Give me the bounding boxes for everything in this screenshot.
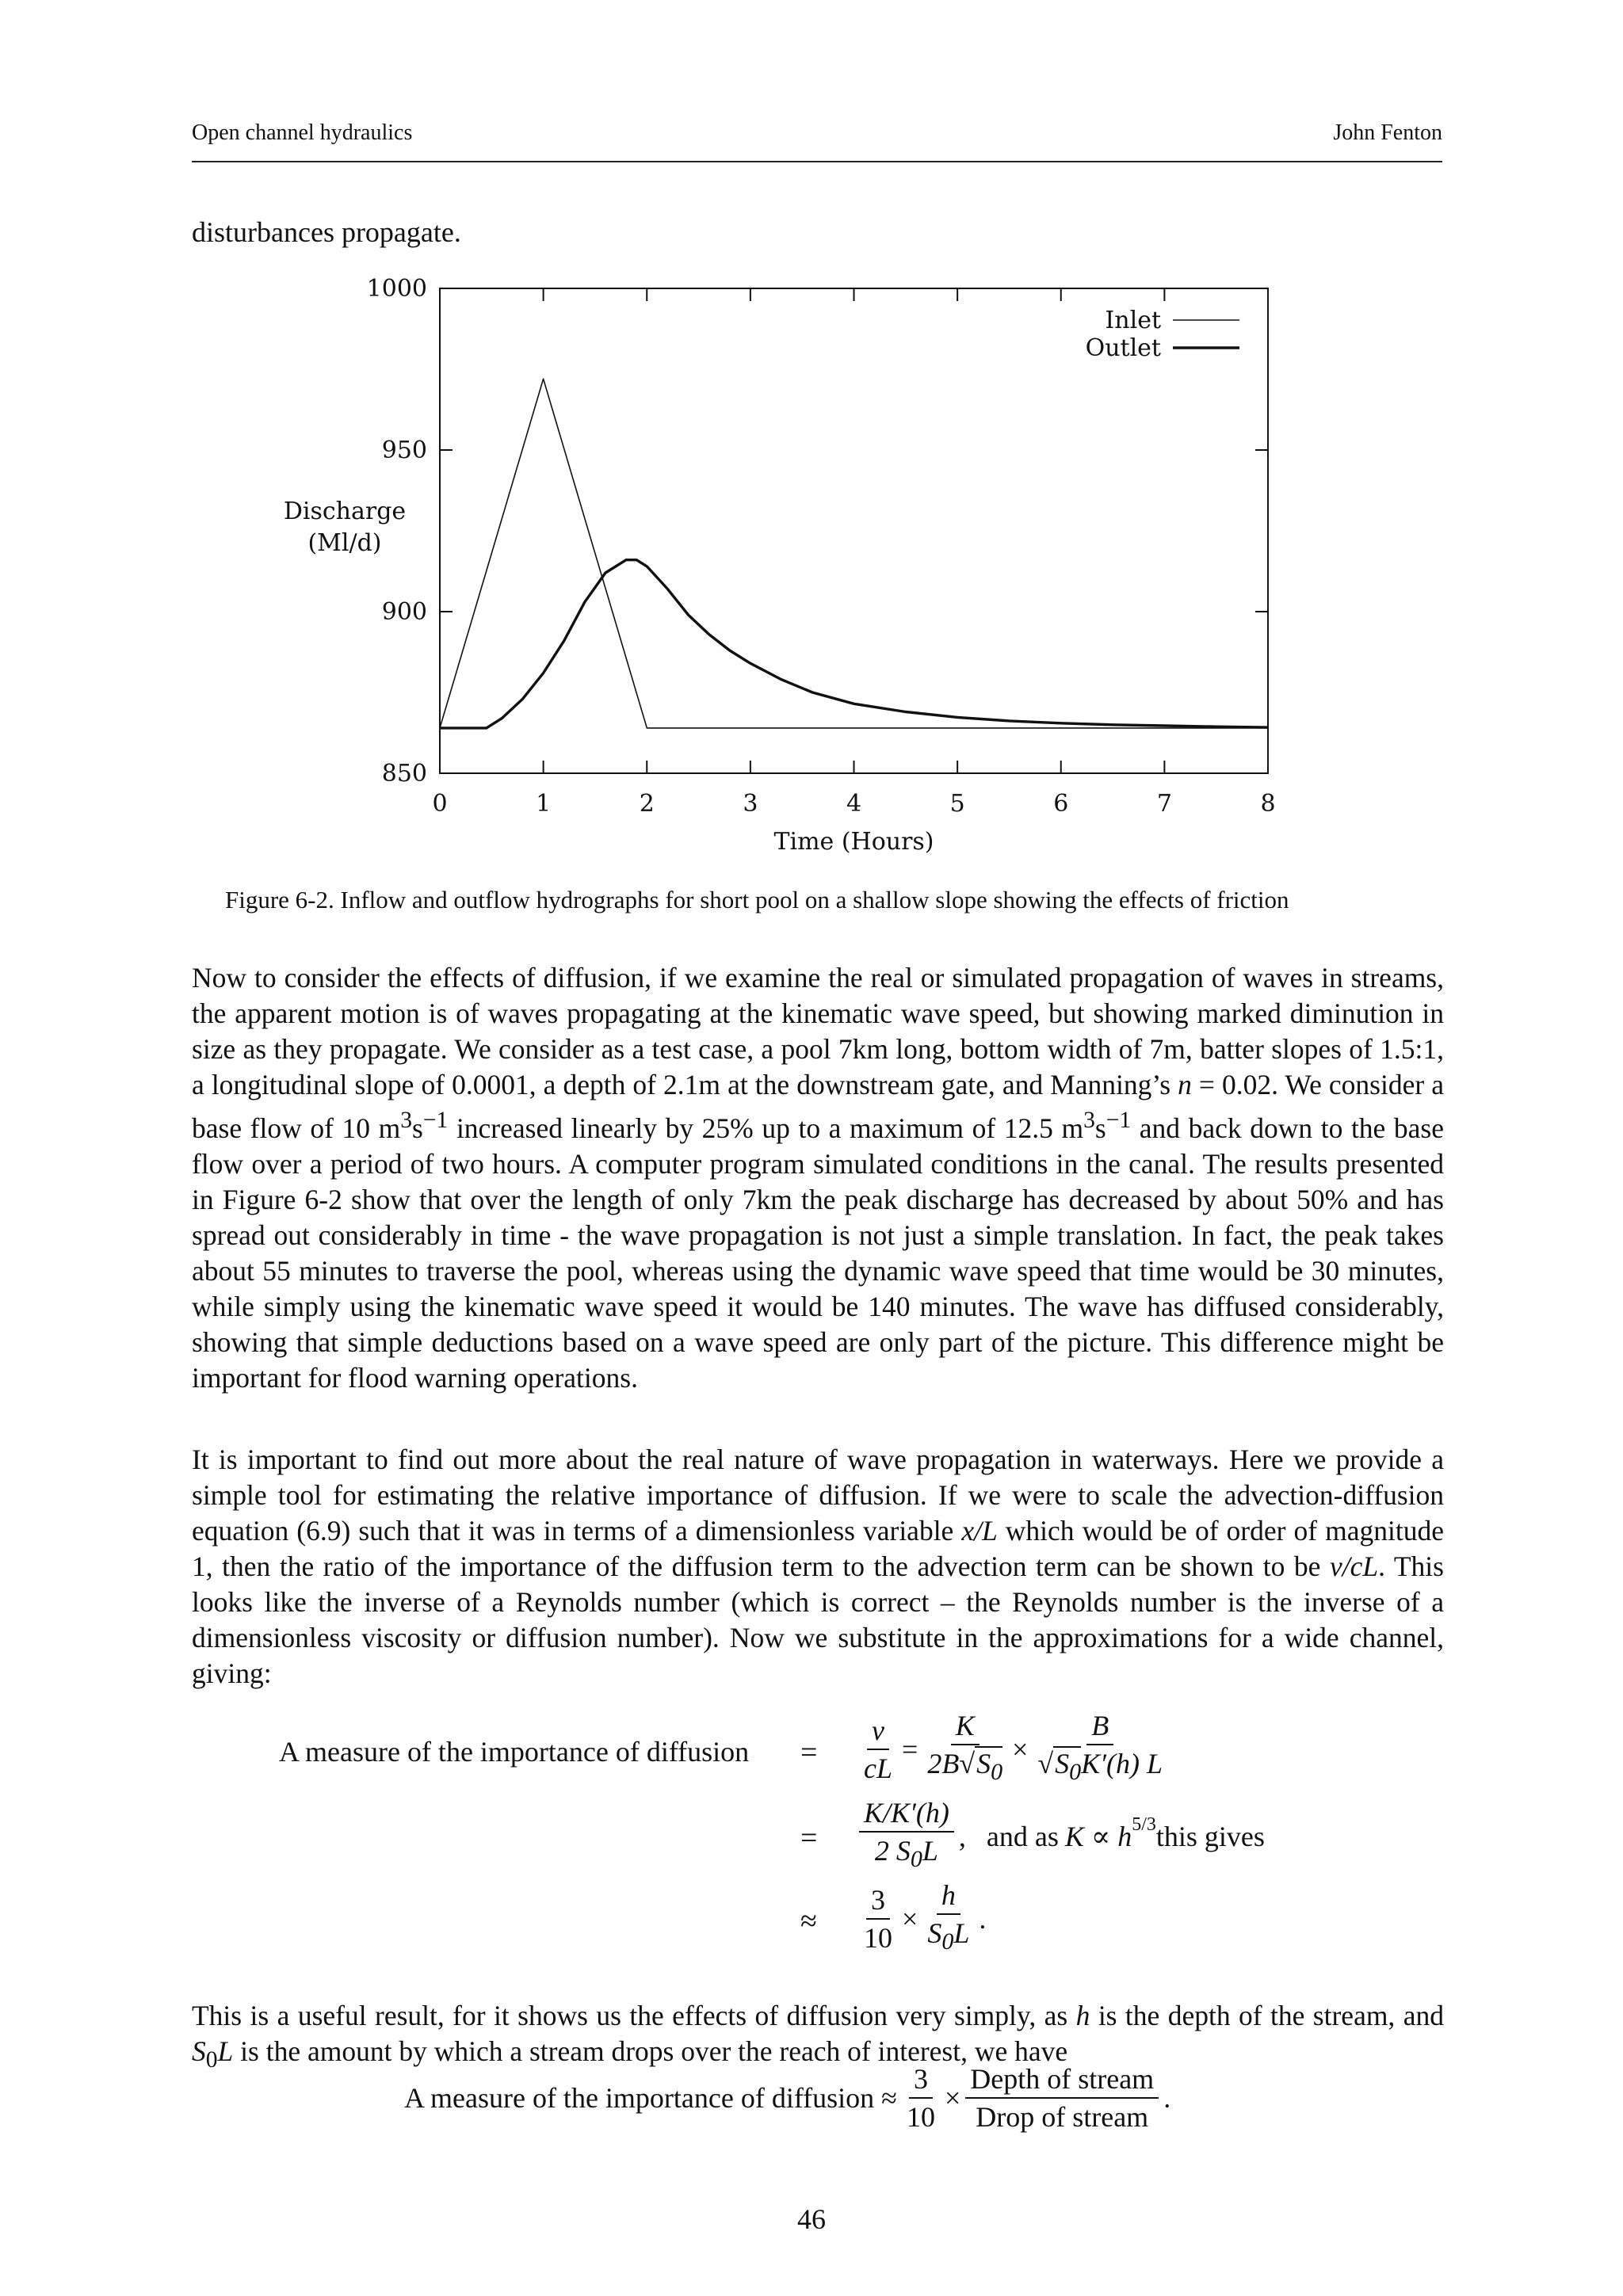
equation-line-3: $\frac{3}{10}$ × $\frac{h}{S_0L}$ . — [854, 1879, 986, 1958]
running-header-author: John Fenton — [1333, 120, 1442, 145]
approx-sign: ≈ — [800, 1905, 817, 1938]
continued-text: disturbances propagate. — [192, 216, 461, 248]
y-axis-label-units: (Ml/d) — [307, 529, 382, 557]
x-tick-label: 0 — [432, 790, 448, 818]
x-tick-label: 6 — [1053, 790, 1069, 818]
fraction-three-tenths: $\frac{3}{10}$ — [864, 1883, 892, 1954]
fraction-depth-drop: $\frac{\text{Depth of stream}}{\text{Drop of stream}}$ — [965, 2063, 1159, 2133]
fraction-nu-cL: $\frac{\nu}{cL}$ — [864, 1714, 892, 1784]
y-axis-label: Discharge — [283, 498, 407, 525]
legend-label-inlet: Inlet — [1105, 307, 1161, 334]
x-tick-label: 7 — [1156, 790, 1172, 818]
y-tick-label: 1000 — [366, 275, 427, 303]
x-tick-label: 8 — [1260, 790, 1276, 818]
running-header-title: Open channel hydraulics — [192, 120, 413, 145]
fraction-three-tenths: $\frac{3}{10}$ — [906, 2063, 935, 2133]
figure-caption: Figure 6-2. Inflow and outflow hydrographs for short pool on a shallow slope showing the effects of friction — [225, 886, 1289, 913]
equals-sign: = — [800, 1821, 818, 1855]
x-tick-label: 2 — [639, 790, 655, 818]
header-rule — [192, 161, 1442, 162]
equation-line-2: $\frac{K/K'(h)}{2 S_0L}$ , and as K ∝ h $^{5/3}$ this gives — [854, 1797, 1265, 1875]
y-tick-label: 950 — [381, 437, 427, 464]
fraction-K: $\frac{K}{2B√S_0}$ — [927, 1710, 1003, 1786]
equation-line-1: $\frac{\nu}{cL}$ = $\frac{K}{2B√S_0}$ × $\frac{B}{√S_0K'(h) L}$ — [854, 1710, 1172, 1788]
page-number: 46 — [797, 2203, 826, 2235]
equals-sign: = — [800, 1736, 818, 1769]
paragraph-diffusion-test-case: Now to consider the effects of diffusion, if we examine the real or simulated propagation of waves in streams, the apparent motion is of waves propagating at the kinematic wave speed, but showing marked diminution in size as they propagate. We consider as a test case, a pool 7km long, bottom width of 7m, batter slopes of 1.5:1, a longitudinal slope of 0.0001, a depth of 2.1m at the downstream gate, and Manning’s n = 0.02. We consider a base flow of 10 $m^3s^{-1}$ increased linearly by 25% up to a maximum of 12.5 $m^3s^{-1}$ and back down to the base flow over a period of two hours. A computer program simulated conditions in the canal. The results presented in Figure 6-2 show that over the length of only 7km the peak discharge has decreased by about 50% and has spread out considerably in time - the wave propagation is not just a simple translation. In fact, the peak takes about 55 minutes to traverse the pool, whereas using the dynamic wave speed that time would be 30 minutes, while simply using the kinematic wave speed it would be 140 minutes. The wave has diffused considerably, showing that simple deductions based on a wave speed are only part of the picture. This difference might be important for flood warning operations. — [192, 962, 1444, 1394]
legend-label-outlet: Outlet — [1085, 334, 1161, 362]
series-line-outlet — [440, 560, 1268, 728]
hydrograph-chart — [269, 269, 1300, 871]
paragraph-useful-result: This is a useful result, for it shows us the effects of diffusion very simply, as h is the depth of the stream, and $S_0L$ is the amount by which a stream drops over the reach of interest, we have — [192, 2000, 1444, 2073]
equation-label: A measure of the importance of diffusion — [279, 1736, 750, 1768]
x-tick-label: 5 — [949, 790, 965, 818]
x-tick-label: 3 — [743, 790, 758, 818]
fraction-K-ratio: $\frac{K/K'(h)}{2 S_0L}$ — [859, 1797, 954, 1875]
x-tick-label: 1 — [536, 790, 552, 818]
y-tick-label: 900 — [381, 598, 427, 626]
y-tick-label: 850 — [381, 760, 427, 788]
paragraph-scaling: It is important to find out more about the real nature of wave propagation in waterways. Here we provide a simple tool for estimating the relative importance of diffusion. If we were to scale the advection-diffusion equation (6.9) such that it was in terms of a dimensionless variable x/L which would be of order of magnitude 1, then the ratio of the importance of the diffusion term to the advection term can be shown to be ν/cL. This looks like the inverse of a Reynolds number (which is correct – the Reynolds number is the inverse of a dimensionless viscosity or diffusion number). Now we substitute in the approximations for a wide channel, giving: — [192, 1444, 1444, 1689]
final-equation: A measure of the importance of diffusion ≈ $\frac{3}{10}$ × $\frac{\text{Depth of stream}}{\text{Drop of stream}}$ . — [404, 2063, 1171, 2133]
series-line-inlet — [440, 379, 1268, 728]
fraction-B: $\frac{B}{√S_0K'(h) L}$ — [1037, 1710, 1163, 1786]
x-tick-label: 4 — [846, 790, 862, 818]
x-axis-label: Time (Hours) — [773, 828, 934, 856]
fraction-h-S0L: $\frac{h}{S_0L}$ — [927, 1879, 970, 1955]
